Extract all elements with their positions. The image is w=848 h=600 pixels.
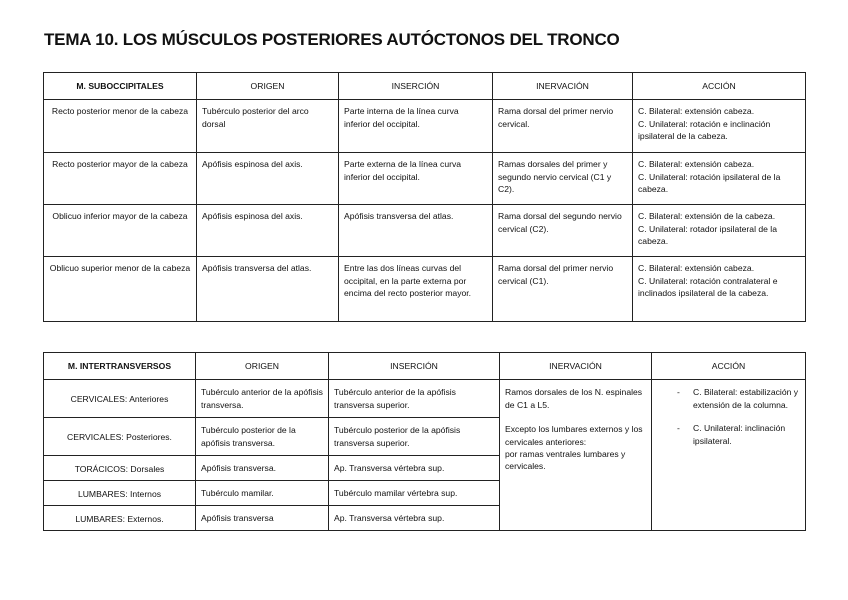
muscle-name: TORÁCICOS: Dorsales <box>44 456 196 481</box>
action-bilateral: C. Bilateral: extensión cabeza. <box>638 159 755 170</box>
action-bilateral: C. Bilateral: extensión cabeza. <box>638 263 755 274</box>
muscle-name: Recto posterior menor de la cabeza <box>44 100 197 153</box>
header-action: ACCIÓN <box>633 73 806 100</box>
innervation-cell <box>500 380 652 531</box>
insertion-cell: Apófisis transversa del atlas. <box>339 205 493 257</box>
table-row <box>44 257 806 322</box>
insertion-cell: Ap. Transversa vértebra sup. <box>329 456 500 481</box>
header-insertion: INSERCIÓN <box>339 73 493 100</box>
origin-cell: Apófisis espinosa del axis. <box>197 153 339 205</box>
insertion-cell: Ap. Transversa vértebra sup. <box>329 506 500 531</box>
insertion-cell: Tubérculo anterior de la apófisis transversa superior. <box>329 380 500 418</box>
table-header-row <box>44 353 806 380</box>
muscle-name: Oblicuo superior menor de la cabeza <box>44 257 197 322</box>
table-row <box>44 205 806 257</box>
muscle-name: CERVICALES: Anteriores <box>44 380 196 418</box>
header-insertion: INSERCIÓN <box>329 353 500 380</box>
table-row <box>44 153 806 205</box>
muscle-name: Oblicuo inferior mayor de la cabeza <box>44 205 197 257</box>
muscle-name: LUMBARES: Externos. <box>44 506 196 531</box>
origin-cell: Tubérculo anterior de la apófisis transversa. <box>196 380 329 418</box>
intertransverse-table <box>43 352 806 531</box>
action-unilateral: C. Unilateral: rotación ipsilateral de la cabeza. <box>638 171 781 195</box>
origin-cell: Tubérculo posterior de la apófisis transversa. <box>196 418 329 456</box>
origin-cell: Apófisis transversa. <box>196 456 329 481</box>
origin-cell: Apófisis transversa del atlas. <box>197 257 339 322</box>
header-origin: ORIGEN <box>196 353 329 380</box>
table-row <box>44 380 806 418</box>
list-item <box>657 386 800 411</box>
header-innervation: INERVACIÓN <box>493 73 633 100</box>
action-unilateral: C. Unilateral: rotación contralateral e inclinados ipsilateral de la cabeza. <box>638 275 778 299</box>
insertion-cell: Tubérculo posterior de la apófisis transversa superior. <box>329 418 500 456</box>
origin-cell: Apófisis transversa <box>196 506 329 531</box>
action-unilateral: C. Unilateral: rotación e inclinación ipsilateral de la cabeza. <box>638 118 771 142</box>
origin-cell: Tubérculo posterior del arco dorsal <box>197 100 339 153</box>
innervation-cell: Rama dorsal del segundo nervio cervical (C2). <box>493 205 633 257</box>
muscle-name: LUMBARES: Internos <box>44 481 196 506</box>
origin-cell: Tubérculo mamilar. <box>196 481 329 506</box>
action-cell <box>633 100 806 153</box>
action-bilateral: C. Bilateral: extensión cabeza. <box>638 106 755 117</box>
list-item <box>657 422 800 447</box>
action-cell <box>633 205 806 257</box>
muscle-name: Recto posterior mayor de la cabeza <box>44 153 197 205</box>
action-list <box>657 386 800 447</box>
page-title: TEMA 10. LOS MÚSCULOS POSTERIORES AUTÓCTONOS DEL TRONCO <box>44 30 620 49</box>
dash-bullet: - <box>677 387 680 398</box>
innervation-cell: Rama dorsal del primer nervio cervical. <box>493 100 633 153</box>
action-cell <box>652 380 806 531</box>
action-cell <box>633 153 806 205</box>
insertion-cell: Tubérculo mamilar vértebra sup. <box>329 481 500 506</box>
insertion-cell: Parte externa de la línea curva inferior del occipital. <box>339 153 493 205</box>
innervation-ventral: por ramas ventrales lumbares y cervicales. <box>505 449 626 472</box>
action-bilateral: C. Bilateral: extensión de la cabeza. <box>638 211 776 222</box>
action-bilateral: C. Bilateral: estabilización y extensión de la columna. <box>693 387 799 410</box>
table-row <box>44 100 806 153</box>
muscle-name: CERVICALES: Posteriores. <box>44 418 196 456</box>
header-innervation: INERVACIÓN <box>500 353 652 380</box>
suboccipital-table <box>43 72 806 322</box>
action-unilateral: C. Unilateral: rotador ipsilateral de la cabeza. <box>638 223 777 247</box>
header-muscle-group: M. INTERTRANSVERSOS <box>44 353 196 380</box>
innervation-general: Ramos dorsales de los N. espinales de C1 a L5. <box>505 387 643 410</box>
innervation-cell: Rama dorsal del primer nervio cervical (C1). <box>493 257 633 322</box>
action-cell <box>633 257 806 322</box>
action-unilateral: C. Unilateral: inclinación ipsilateral. <box>693 423 786 446</box>
header-muscle-group: M. SUBOCCIPITALES <box>44 73 197 100</box>
innervation-exception: Excepto los lumbares externos y los cervicales anteriores: <box>505 424 643 447</box>
innervation-cell: Ramas dorsales del primer y segundo nervio cervical (C1 y C2). <box>493 153 633 205</box>
header-action: ACCIÓN <box>652 353 806 380</box>
dash-bullet: - <box>677 423 680 434</box>
table-header-row <box>44 73 806 100</box>
origin-cell: Apófisis espinosa del axis. <box>197 205 339 257</box>
insertion-cell: Entre las dos líneas curvas del occipital, en la parte externa por encima del recto posterior mayor. <box>339 257 493 322</box>
insertion-cell: Parte interna de la línea curva inferior del occipital. <box>339 100 493 153</box>
header-origin: ORIGEN <box>197 73 339 100</box>
